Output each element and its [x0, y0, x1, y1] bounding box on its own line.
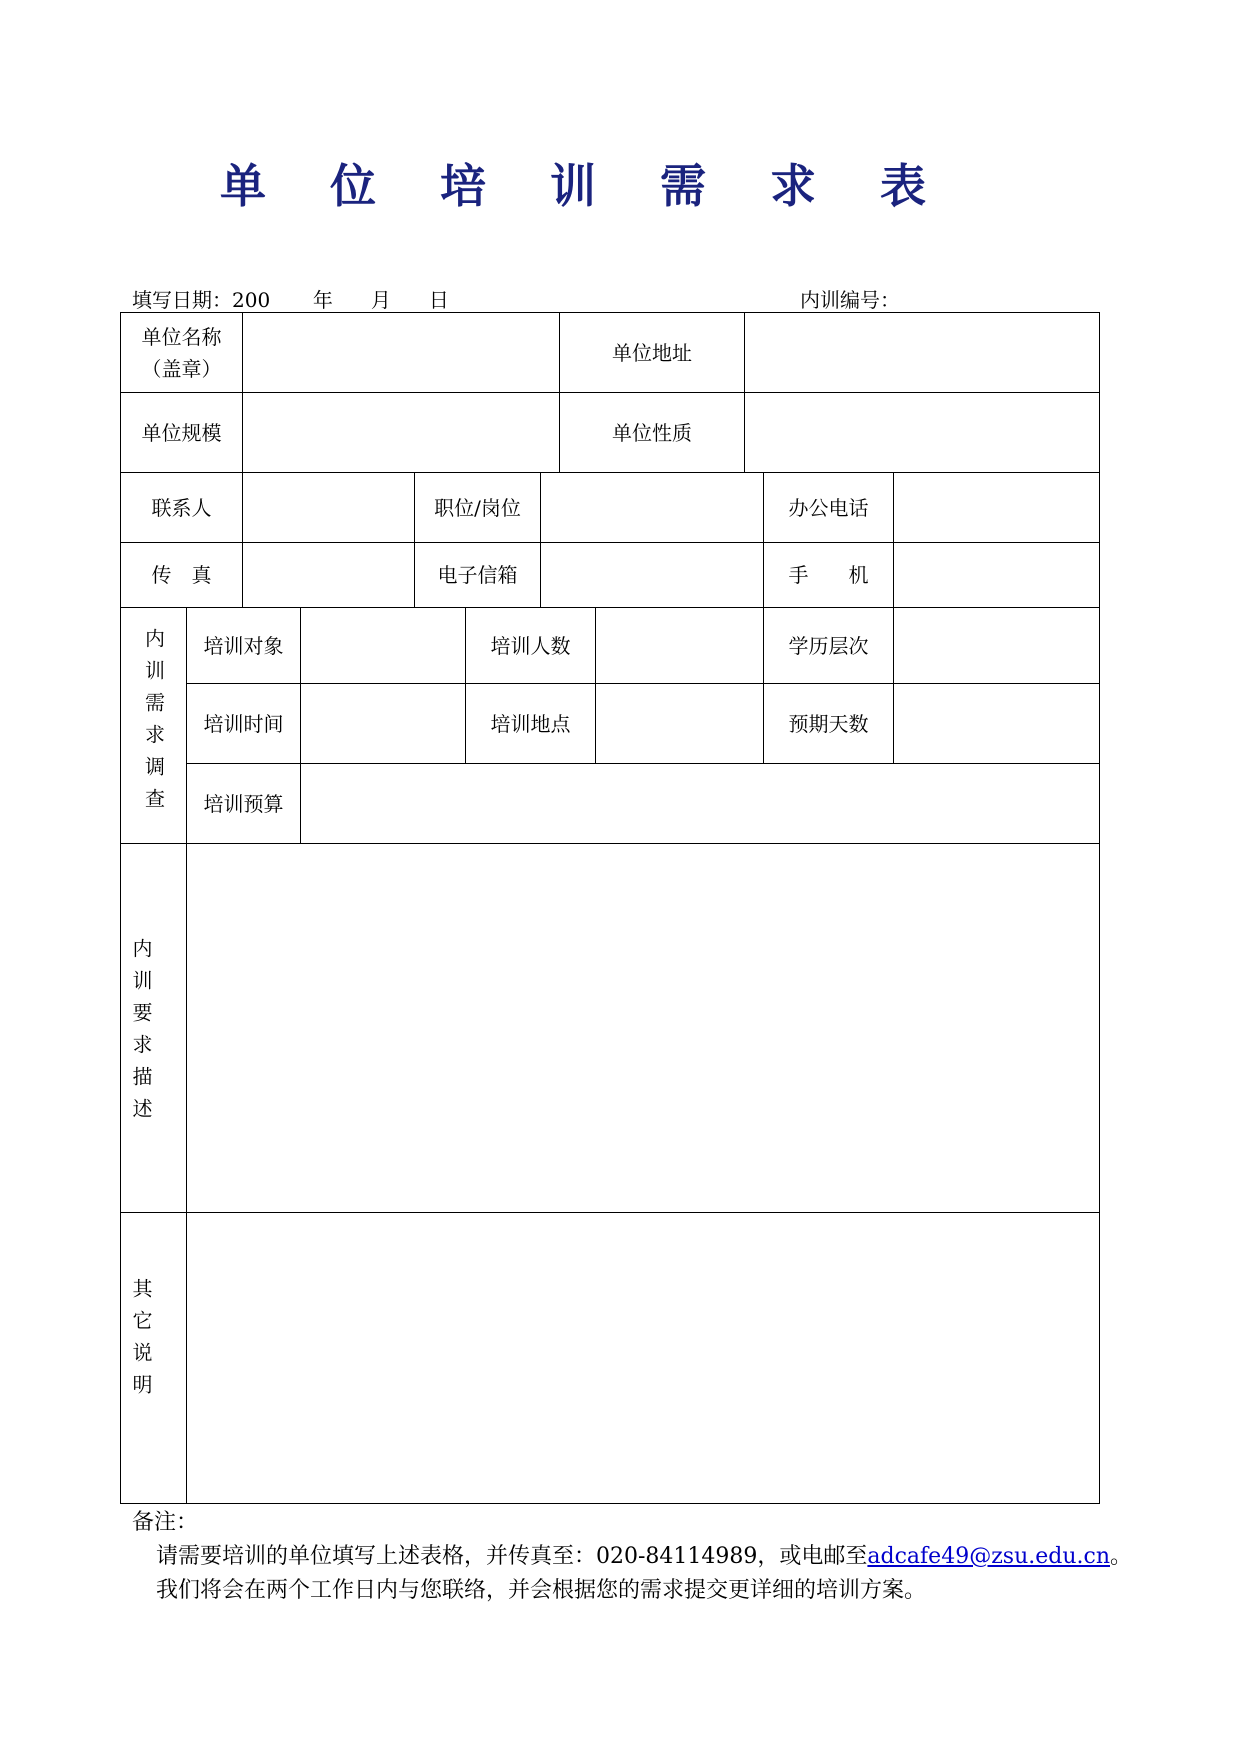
train-budget-field[interactable]	[301, 764, 1099, 843]
day-blank[interactable]	[391, 294, 429, 313]
unit-name-text: 单位名称	[141, 324, 222, 349]
train-count-field[interactable]	[596, 608, 763, 683]
train-count-label: 培训人数	[490, 633, 571, 658]
notes-line-1-text: 请需要培训的单位填写上述表格，并传真至：020-84114989，或电邮至	[156, 1544, 868, 1569]
office-phone-label: 办公电话	[788, 495, 869, 520]
training-code-line	[800, 284, 1096, 313]
expected-days-label: 预期天数	[788, 711, 869, 736]
notes-line-1	[156, 1540, 1132, 1574]
education-field[interactable]	[894, 608, 1099, 683]
seal-text: （盖章）	[141, 356, 222, 381]
month-label: 月	[370, 288, 391, 312]
fax-field[interactable]	[243, 543, 414, 607]
notes-label: 备注：	[132, 1510, 199, 1535]
notes-line-1-end: 。	[1110, 1544, 1133, 1569]
unit-nature-label: 单位性质	[612, 420, 692, 445]
expected-days-field[interactable]	[894, 684, 1099, 763]
fax-label: 传 真	[151, 563, 212, 587]
month-blank[interactable]	[333, 294, 371, 313]
unit-name-label	[121, 313, 242, 392]
office-phone-field[interactable]	[894, 473, 1099, 542]
mobile-field[interactable]	[894, 543, 1099, 607]
train-budget-label: 培训预算	[203, 791, 284, 816]
other-section-label	[121, 1278, 161, 1406]
email-field[interactable]	[541, 543, 763, 607]
position-field[interactable]	[541, 473, 763, 542]
day-label: 日	[428, 288, 449, 312]
unit-address-field[interactable]	[745, 313, 1099, 392]
notes-line-2: 我们将会在两个工作日内与您联络，并会根据您的需求提交更详细的培训方案。	[156, 1578, 927, 1603]
unit-address-label: 单位地址	[612, 340, 692, 365]
train-place-field[interactable]	[596, 684, 763, 763]
fill-date-label: 填写日期：200	[132, 288, 271, 312]
contact-email-link[interactable]: adcafe49@zsu.edu.cn	[867, 1544, 1110, 1569]
survey-section-label	[121, 628, 186, 820]
training-code-blank[interactable]	[900, 294, 1096, 313]
train-target-field[interactable]	[301, 608, 465, 683]
contact-label: 联系人	[151, 495, 212, 520]
survey-section-text: 内训需求调查	[141, 628, 166, 820]
train-time-field[interactable]	[301, 684, 465, 763]
train-target-label: 培训对象	[203, 633, 284, 658]
unit-name-field[interactable]	[243, 313, 559, 392]
year-blank[interactable]	[277, 295, 307, 313]
other-field[interactable]	[187, 1213, 1099, 1503]
position-label: 职位/岗位	[434, 495, 521, 520]
requirement-section-label	[121, 938, 161, 1130]
unit-scale-label: 单位规模	[141, 420, 222, 445]
requirement-field[interactable]	[187, 844, 1099, 1212]
other-section-text: 其它说明	[129, 1278, 153, 1406]
contact-field[interactable]	[243, 473, 414, 542]
mobile-label: 手 机	[788, 563, 869, 587]
train-time-label: 培训时间	[203, 711, 284, 736]
fill-date-line	[132, 284, 449, 313]
education-label: 学历层次	[788, 633, 869, 658]
train-place-label: 培训地点	[490, 711, 571, 736]
grid-line	[120, 1503, 1100, 1504]
page-title: 单 位 培 训 需 求 表	[219, 159, 951, 213]
unit-scale-field[interactable]	[243, 393, 559, 472]
training-code-label: 内训编号：	[800, 288, 900, 312]
email-label: 电子信箱	[437, 563, 518, 587]
unit-nature-field[interactable]	[745, 393, 1099, 472]
year-label: 年	[312, 288, 333, 312]
requirement-section-text: 内训要求描述	[129, 938, 153, 1130]
grid-line	[1099, 312, 1100, 1504]
